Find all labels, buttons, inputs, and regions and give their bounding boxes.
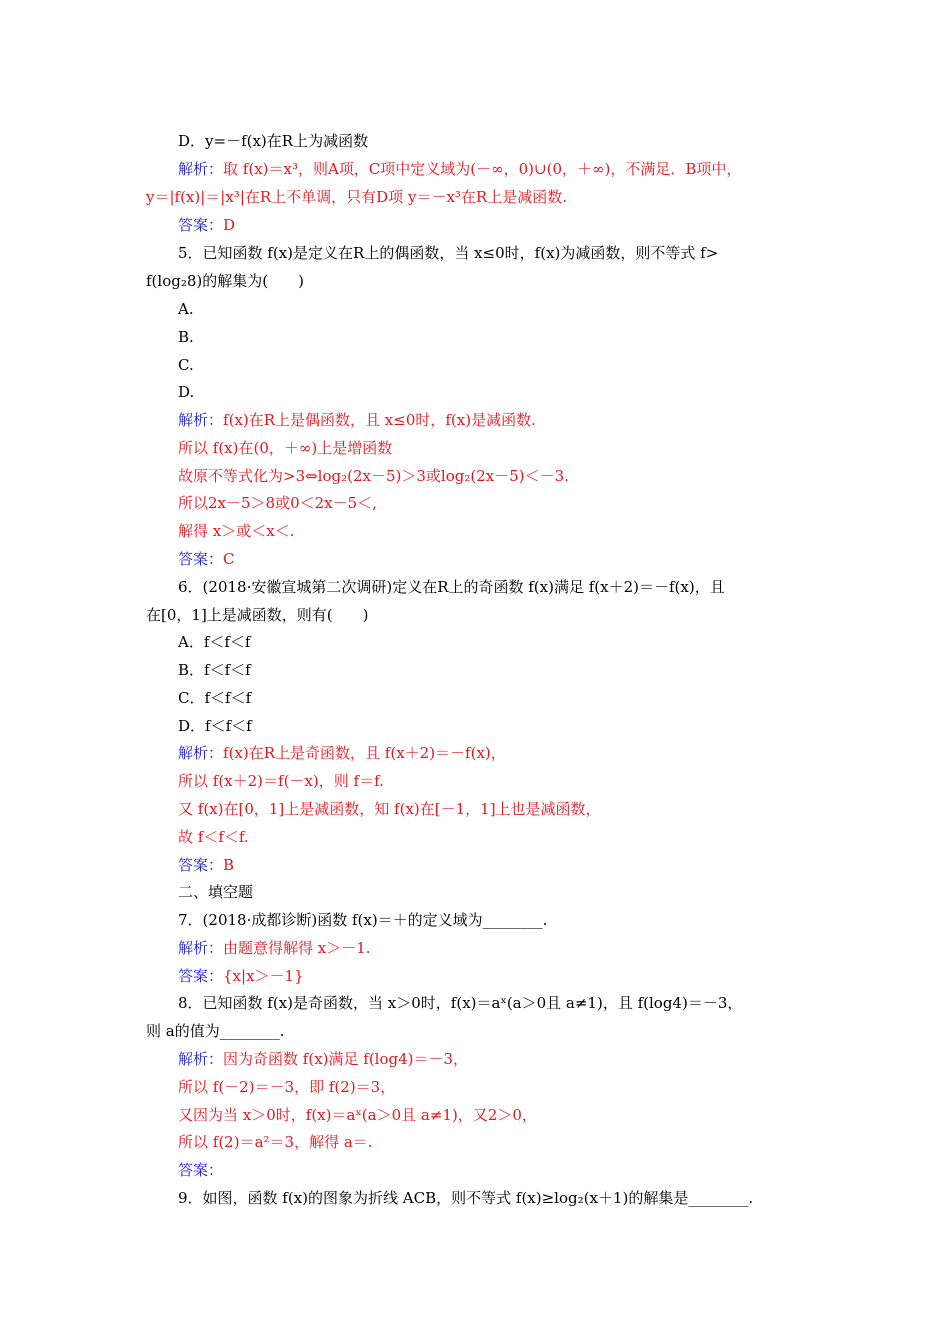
text-line (178, 131, 368, 153)
line-text: C (223, 550, 235, 568)
line-text: B (223, 856, 235, 874)
line-text: B. (178, 328, 194, 346)
text-line (178, 910, 547, 932)
text-line (178, 521, 294, 543)
line-text: 解得 x＞或＜x＜. (178, 522, 295, 540)
text-line (178, 771, 384, 793)
line-text: 取 f(x)＝x³，则A项，C项中定义域为(－∞，0)∪(0，＋∞)，不满足．B项中， (223, 160, 742, 178)
line-text: B．f＜f＜f (178, 661, 251, 679)
text-line (178, 493, 377, 515)
text-line (178, 215, 235, 237)
line-text: 8．已知函数 f(x)是奇函数，当 x＞0时，f(x)＝aˣ(a＞0且 a≠1)，且 f(log4)＝－3， (178, 994, 743, 1012)
text-line (178, 1049, 468, 1071)
line-text: 所以2x－5＞8或0＜2x－5＜, (178, 494, 377, 512)
line-text: C. (178, 356, 194, 374)
text-line (146, 187, 567, 209)
line-text: {x|x＞－1} (223, 967, 304, 985)
text-line (178, 827, 249, 849)
line-text: 又 f(x)在[0，1]上是减函数，知 f(x)在[－1，1]上也是减函数， (178, 800, 601, 818)
label-text: 解析： (178, 411, 224, 429)
line-text: 则 a的值为________. (146, 1022, 285, 1040)
line-text: A. (178, 300, 194, 318)
text-line (178, 966, 304, 988)
line-text: 9．如图，函数 f(x)的图象为折线 ACB，则不等式 f(x)≥log₂(x＋1)的解集是________. (178, 1189, 754, 1207)
line-text: 二、填空题 (178, 883, 254, 901)
line-text: 又因为当 x＞0时，f(x)＝aˣ(a＞0且 a≠1)，又2＞0， (178, 1106, 537, 1124)
line-text: 所以 f(x)在(0，＋∞)上是增函数 (178, 439, 393, 457)
label-text: 解析： (178, 744, 224, 762)
label-text: 答案： (178, 1161, 224, 1179)
text-line (178, 327, 194, 349)
text-line (178, 549, 235, 571)
text-line (178, 577, 725, 599)
text-line (178, 743, 506, 765)
text-line (178, 410, 536, 432)
text-line (178, 632, 251, 654)
line-text: 7．(2018·成都诊断)函数 f(x)＝＋的定义域为________. (178, 911, 548, 929)
line-text: D．y=－f(x)在R上为减函数 (178, 132, 369, 150)
line-text: f(log₂8)的解集为( ) (146, 272, 304, 290)
line-text: 故原不等式化为>3⇔log₂(2x－5)＞3或log₂(2x－5)＜－3. (178, 467, 569, 485)
text-line (178, 882, 253, 904)
line-text: f(x)在R上是偶函数，且 x≤0时，f(x)是减函数. (223, 411, 536, 429)
label-text: 解析： (178, 160, 224, 178)
text-line (178, 1160, 223, 1182)
text-line (178, 159, 741, 181)
text-line (146, 605, 369, 627)
line-text: C．f＜f＜f (178, 689, 252, 707)
text-line (146, 271, 304, 293)
text-line (178, 438, 392, 460)
text-line (178, 855, 234, 877)
line-text: 所以 f(－2)＝－3，即 f(2)＝3， (178, 1078, 396, 1096)
label-text: 答案： (178, 967, 224, 985)
label-text: 解析： (178, 939, 224, 957)
label-text: 答案： (178, 550, 224, 568)
label-text: 答案： (178, 856, 224, 874)
text-line (178, 688, 251, 710)
text-line (178, 660, 251, 682)
label-text: 答案： (178, 216, 224, 234)
line-text: 因为奇函数 f(x)满足 f(log4)＝－3， (223, 1050, 469, 1068)
line-text: 所以 f(2)＝a²＝3，解得 a＝. (178, 1133, 373, 1151)
text-line (178, 1132, 373, 1154)
text-line (178, 243, 718, 265)
text-line (178, 299, 194, 321)
text-line (178, 466, 569, 488)
line-text: f(x)在R上是奇函数，且 f(x＋2)＝－f(x)， (223, 744, 506, 762)
text-line (178, 1188, 753, 1210)
text-line (178, 1105, 537, 1127)
text-line (178, 1077, 395, 1099)
line-text: D．f＜f＜f (178, 717, 252, 735)
text-line (146, 1021, 284, 1043)
line-text: D. (178, 383, 195, 401)
line-text: 在[0，1]上是减函数，则有( ) (146, 606, 369, 624)
line-text: 由题意得解得 x＞－1. (223, 939, 371, 957)
text-line (178, 382, 194, 404)
text-line (178, 993, 742, 1015)
text-line (178, 938, 371, 960)
line-text: 5．已知函数 f(x)是定义在R上的偶函数，当 x≤0时，f(x)为减函数，则不等式 f> (178, 244, 719, 262)
line-text: y＝|f(x)|＝|x³|在R上不单调，只有D项 y＝－x³在R上是减函数. (146, 188, 567, 206)
text-line (178, 355, 194, 377)
text-line (178, 799, 601, 821)
line-text: A．f＜f＜f (178, 633, 251, 651)
line-text: 故 f＜f＜f. (178, 828, 249, 846)
text-line (178, 716, 252, 738)
line-text: D (223, 216, 236, 234)
label-text: 解析： (178, 1050, 224, 1068)
line-text: 6．(2018·安徽宣城第二次调研)定义在R上的奇函数 f(x)满足 f(x＋2)＝－f(x)，且 (178, 578, 725, 596)
line-text: 所以 f(x＋2)＝f(－x)，则 f＝f. (178, 772, 384, 790)
